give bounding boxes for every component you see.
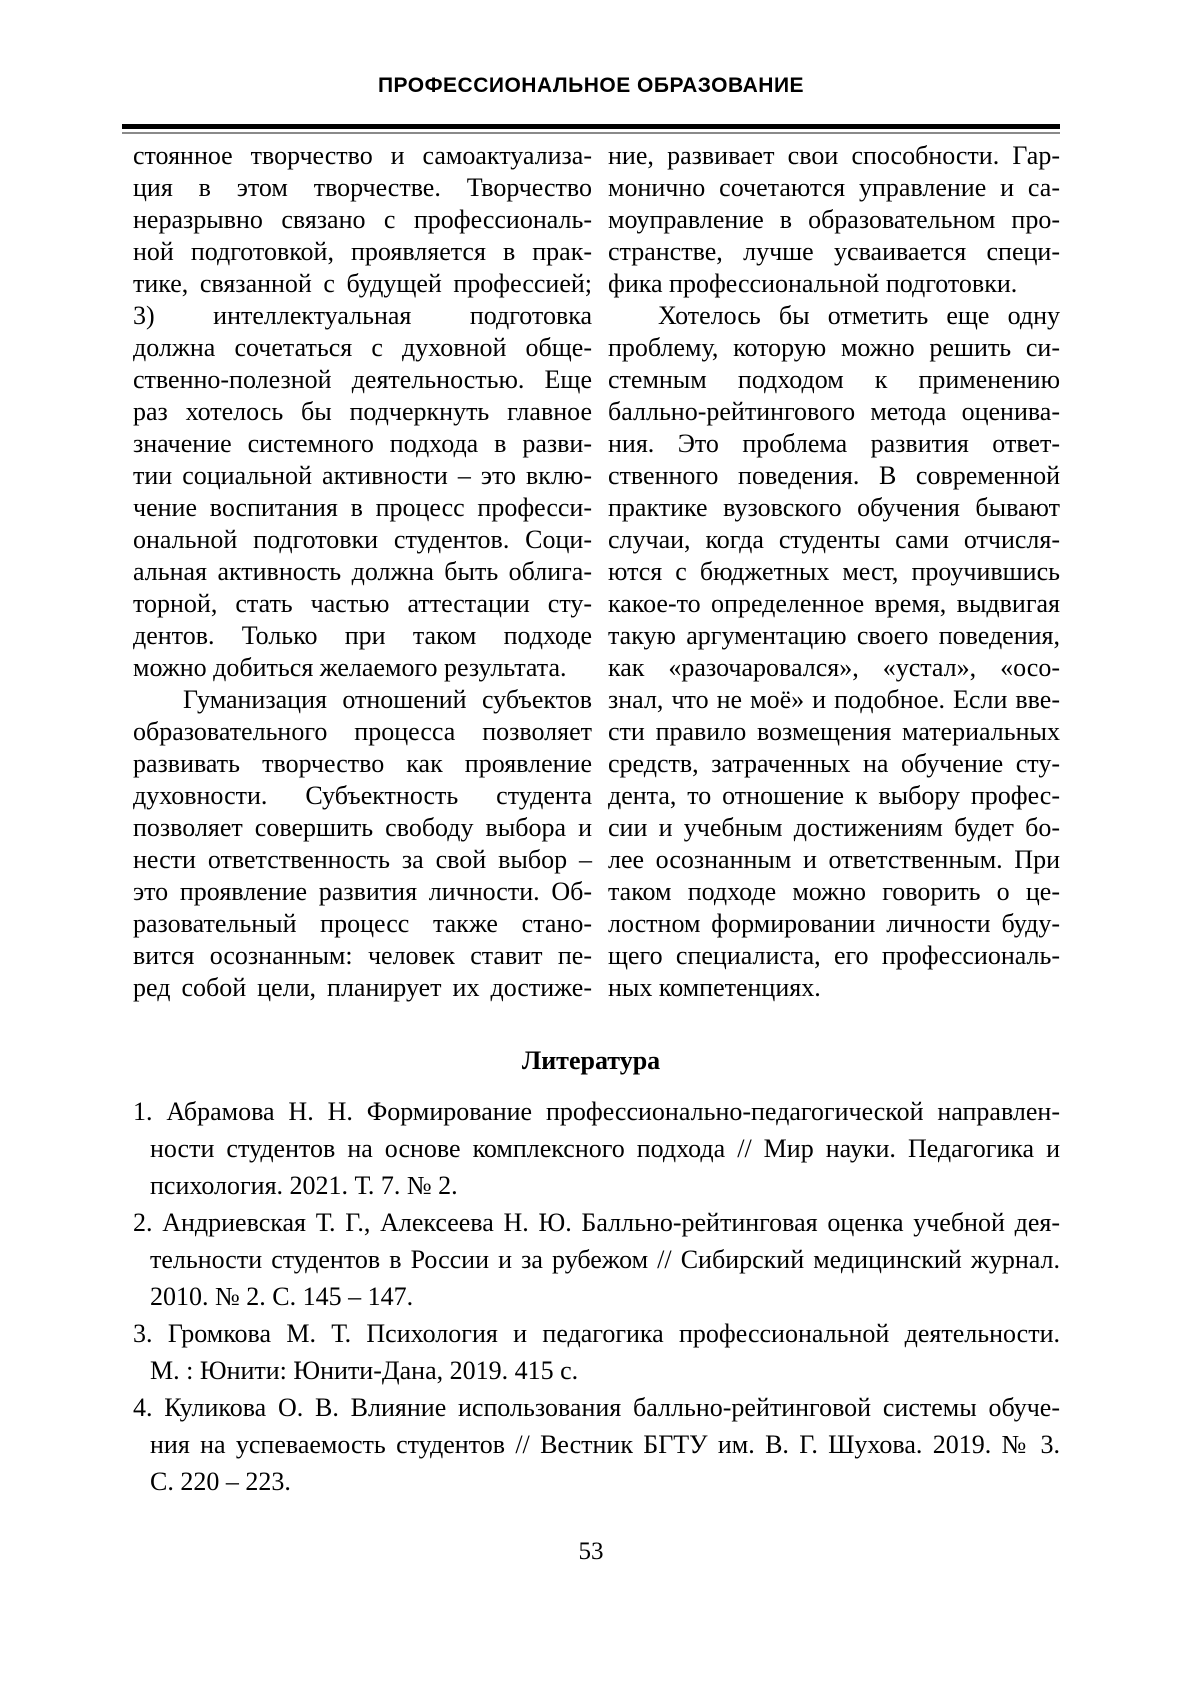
- text-line: неразрывно связано с профессиональ-: [133, 205, 592, 234]
- text-line: значение системного подхода в разви-: [133, 429, 592, 458]
- column-left: [133, 140, 592, 1004]
- text-line: странстве, лучше усваивается специ-: [608, 237, 1060, 266]
- text-line: вится осознанным: человек ставит пе-: [133, 941, 592, 970]
- reference-item: [133, 1204, 1060, 1315]
- text-line: дента, то отношение к выбору профес-: [608, 781, 1060, 810]
- text-line: лее осознанным и ответственным. При: [608, 845, 1060, 874]
- text-line: тии социальной активности – это вклю-: [133, 461, 592, 490]
- text-line: развивать творчество как проявление: [133, 749, 592, 778]
- text-line: психология. 2021. Т. 7. № 2.: [150, 1171, 458, 1200]
- text-line: 3) интеллектуальная подготовка: [133, 301, 592, 330]
- text-line: стоянное творчество и самоактуализа-: [133, 141, 592, 170]
- text-line: сии и учебным достижениям будет бо-: [608, 813, 1060, 842]
- text-line: ности студентов на основе комплексного подхода // Мир науки. Педагогика и: [150, 1134, 1060, 1163]
- text-line: тике, связанной с будущей профессией;: [133, 269, 592, 298]
- text-line: ной подготовкой, проявляется в прак-: [133, 237, 592, 266]
- body-columns: [133, 140, 1060, 1004]
- text-line: ных компетенциях.: [608, 973, 821, 1002]
- text-line: 3. Громкова М. Т. Психология и педагогика профессиональной деятельности.: [133, 1319, 1060, 1348]
- text-line: ред собой цели, планирует их достиже-: [133, 973, 592, 1002]
- text-line: фика профессиональной подготовки.: [608, 269, 1018, 298]
- reference-item: [133, 1093, 1060, 1204]
- text-line: монично сочетаются управление и са-: [608, 173, 1060, 202]
- text-line: можно добиться желаемого результата.: [133, 653, 567, 682]
- header-rule-thin: [122, 132, 1060, 134]
- literature-heading: Литература: [521, 1046, 661, 1075]
- text-line: чение воспитания в процесс професси-: [133, 493, 592, 522]
- text-line: практике вузовского обучения бывают: [608, 493, 1060, 522]
- text-line: С. 220 – 223.: [150, 1467, 291, 1496]
- text-line: такую аргументацию своего поведения,: [608, 621, 1060, 650]
- text-line: таком подходе можно говорить о це-: [608, 877, 1060, 906]
- text-line: как «разочаровался», «устал», «осо-: [608, 653, 1060, 682]
- text-line: образовательного процесса позволяет: [133, 717, 592, 746]
- text-line: 2. Андриевская Т. Г., Алексеева Н. Ю. Балльно-рейтинговая оценка учебной дея-: [133, 1208, 1060, 1237]
- text-line: Гуманизация отношений субъектов: [183, 685, 592, 714]
- text-line: духовности. Субъектность студента: [133, 781, 592, 810]
- text-line: альная активность должна быть облига-: [133, 557, 592, 586]
- text-line: знал, что не моё» и подобное. Если вве-: [608, 685, 1060, 714]
- text-line: должна сочетаться с духовной обще-: [133, 333, 592, 362]
- column-right: [608, 140, 1060, 1004]
- text-line: средств, затраченных на обучение сту-: [608, 749, 1060, 778]
- text-line: Хотелось бы отметить еще одну: [658, 301, 1060, 330]
- text-line: ция в этом творчестве. Творчество: [133, 173, 592, 202]
- text-line: ние, развивает свои способности. Гар-: [608, 141, 1060, 170]
- text-line: ются с бюджетных мест, проучившись: [608, 557, 1060, 586]
- text-line: ния. Это проблема развития ответ-: [608, 429, 1060, 458]
- text-line: нести ответственность за свой выбор –: [133, 845, 592, 874]
- reference-item: [133, 1389, 1060, 1500]
- text-line: проблему, которую можно решить си-: [608, 333, 1060, 362]
- text-line: щего специалиста, его профессиональ-: [608, 941, 1060, 970]
- text-line: балльно-рейтингового метода оценива-: [608, 397, 1060, 426]
- text-line: стемным подходом к применению: [608, 365, 1060, 394]
- text-line: моуправление в образовательном про-: [608, 205, 1060, 234]
- text-line: тельности студентов в России и за рубежом // Сибирский медицинский журнал.: [150, 1245, 1060, 1274]
- text-line: лостном формировании личности буду-: [608, 909, 1060, 938]
- text-line: позволяет совершить свободу выбора и: [133, 813, 592, 842]
- text-line: разовательный процесс также стано-: [133, 909, 592, 938]
- text-line: раз хотелось бы подчеркнуть главное: [133, 397, 592, 426]
- text-line: 4. Куликова О. В. Влияние использования балльно-рейтинговой системы обуче-: [133, 1393, 1060, 1422]
- text-line: это проявление развития личности. Об-: [133, 877, 592, 906]
- text-line: ональной подготовки студентов. Соци-: [133, 525, 592, 554]
- text-line: ственного поведения. В современной: [608, 461, 1060, 490]
- text-line: 1. Абрамова Н. Н. Формирование профессионально-педагогической направлен-: [133, 1097, 1060, 1126]
- reference-list: [133, 1093, 1060, 1500]
- text-line: ния на успеваемость студентов // Вестник БГТУ им. В. Г. Шухова. 2019. № 3.: [150, 1430, 1060, 1459]
- text-line: случаи, когда студенты сами отчисля-: [608, 525, 1060, 554]
- section-header-title: ПРОФЕССИОНАЛЬНОЕ ОБРАЗОВАНИЕ: [377, 74, 805, 97]
- header-rule-thick: [122, 124, 1060, 129]
- text-line: ственно-полезной деятельностью. Еще: [133, 365, 592, 394]
- page-number: 53: [578, 1538, 604, 1565]
- text-line: торной, стать частью аттестации сту-: [133, 589, 592, 618]
- reference-item: [133, 1315, 1060, 1389]
- text-line: 2010. № 2. С. 145 – 147.: [150, 1282, 414, 1311]
- text-line: дентов. Только при таком подходе: [133, 621, 592, 650]
- text-line: сти правило возмещения материальных: [608, 717, 1060, 746]
- text-line: какое-то определенное время, выдвигая: [608, 589, 1060, 618]
- text-line: М. : Юнити: Юнити-Дана, 2019. 415 с.: [150, 1356, 579, 1385]
